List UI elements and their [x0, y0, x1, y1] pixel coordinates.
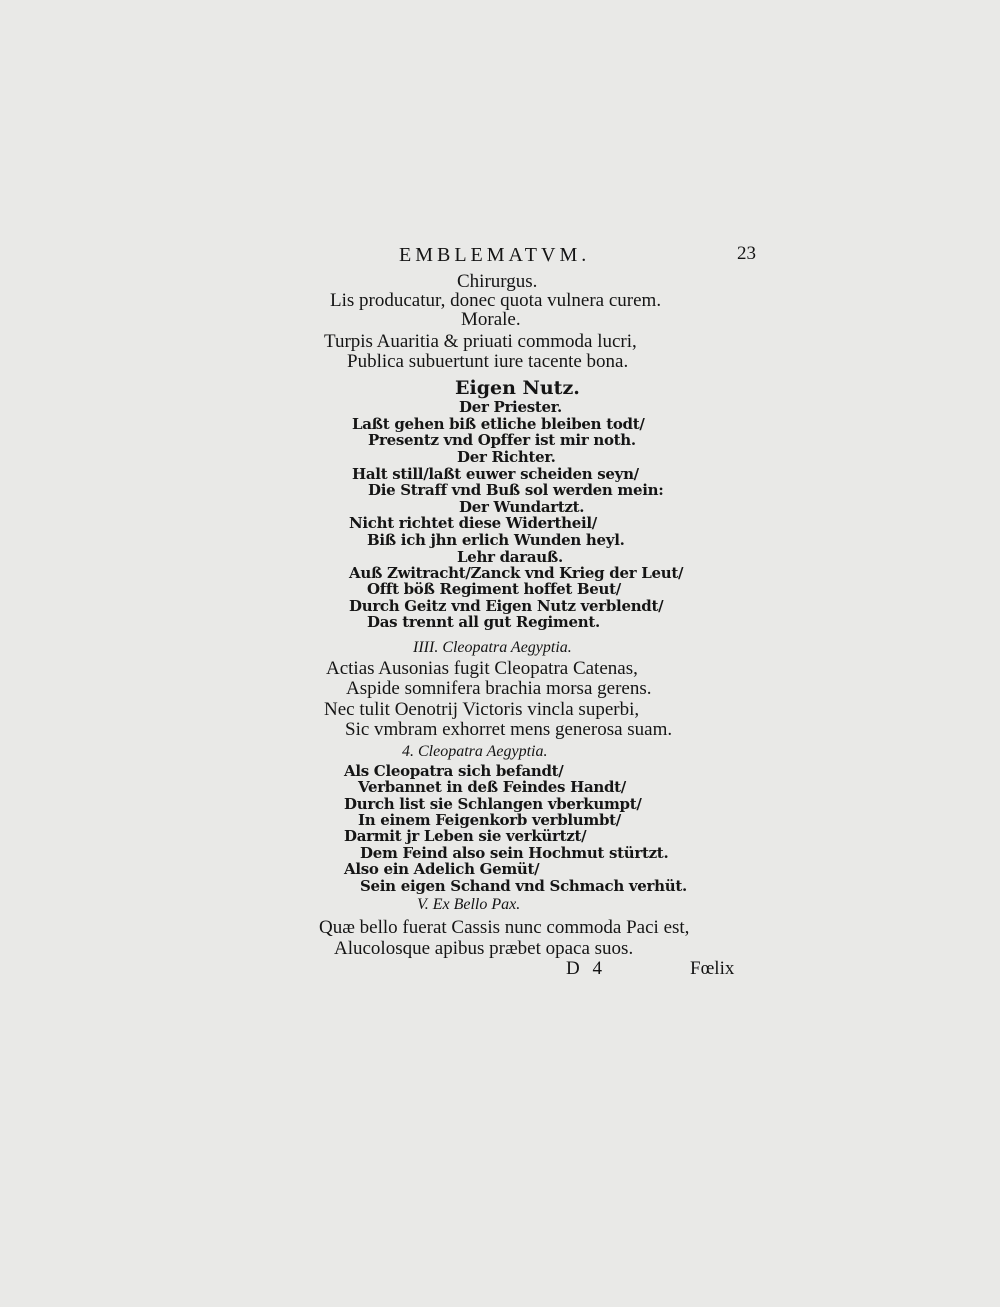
text-line: Turpis Auaritia & priuati commoda lucri,: [324, 331, 637, 352]
text-line: Als Cleopatra sich befandt/: [344, 762, 564, 780]
text-line: Nec tulit Oenotrij Victoris vincla superbi,: [324, 699, 640, 720]
text-line: Morale.: [461, 309, 521, 330]
text-line: Durch list sie Schlangen vberkumpt/: [344, 795, 642, 813]
text-line: Nicht richtet diese Widertheil/: [349, 514, 597, 532]
text-line: Sic vmbram exhorret mens generosa suam.: [345, 719, 673, 740]
running-head-title: EMBLEMATVM.: [399, 244, 591, 266]
text-line: Der Richter.: [457, 448, 556, 466]
text-line: Quæ bello fuerat Cassis nunc commoda Paci est,: [319, 917, 690, 938]
text-line: Aspide somnifera brachia morsa gerens.: [346, 678, 652, 699]
section-heading: Eigen Nutz.: [455, 377, 580, 399]
text-line: Lehr darauß.: [457, 548, 563, 566]
text-line: Sein eigen Schand vnd Schmach verhüt.: [360, 877, 687, 895]
emblem-title: IIII. Cleopatra Aegyptia.: [413, 639, 572, 656]
text-line: Lis producatur, donec quota vulnera curem.: [330, 290, 662, 311]
emblem-title: 4. Cleopatra Aegyptia.: [402, 743, 548, 760]
emblem-title: V. Ex Bello Pax.: [417, 896, 521, 913]
text-line: Halt still/laßt euwer scheiden seyn/: [352, 465, 639, 483]
text-line: Darmit jr Leben sie verkürtzt/: [344, 827, 587, 845]
text-line: Dem Feind also sein Hochmut stürtzt.: [360, 844, 669, 862]
catchword: Fœlix: [690, 958, 735, 979]
page-number: 23: [737, 243, 756, 264]
text-line: Der Wundartzt.: [459, 498, 585, 516]
text-line: Durch Geitz vnd Eigen Nutz verblendt/: [349, 597, 664, 615]
text-line: Auß Zwitracht/Zanck vnd Krieg der Leut/: [349, 564, 684, 582]
text-line: Biß ich jhn erlich Wunden heyl.: [367, 531, 625, 549]
text-line: In einem Feigenkorb verblumbt/: [358, 811, 621, 829]
text-line: Das trennt all gut Regiment.: [367, 613, 600, 631]
text-line: Presentz vnd Opffer ist mir noth.: [368, 431, 636, 449]
text-line: Die Straff vnd Buß sol werden mein:: [368, 481, 664, 499]
text-line: Actias Ausonias fugit Cleopatra Catenas,: [326, 658, 638, 679]
text-line: Verbannet in deß Feindes Handt/: [358, 778, 626, 796]
text-line: Publica subuertunt iure tacente bona.: [347, 351, 629, 372]
text-line: Alucolosque apibus præbet opaca suos.: [334, 938, 634, 959]
text-line: Also ein Adelich Gemüt/: [344, 860, 540, 878]
text-line: Offt böß Regiment hoffet Beut/: [367, 580, 621, 598]
text-line: Laßt gehen biß etliche bleiben todt/: [352, 415, 645, 433]
text-line: Der Priester.: [459, 398, 562, 416]
signature-mark: D 4: [566, 958, 602, 979]
text-line: Chirurgus.: [457, 271, 538, 292]
